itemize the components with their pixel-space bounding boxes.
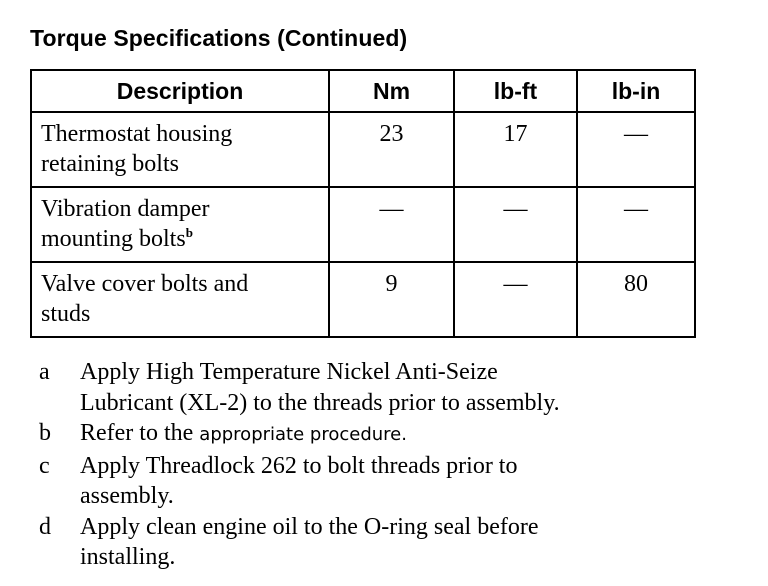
footnote-letter: d — [39, 513, 51, 540]
footnote-line — [80, 418, 680, 451]
footnote-line: Lubricant (XL-2) to the threads prior to assembly. — [80, 389, 560, 416]
column-header-lb-in: lb-in — [577, 70, 695, 112]
cell-lb-ft: 17 — [454, 112, 577, 187]
footnote-letter: c — [39, 452, 50, 479]
table-row — [31, 112, 695, 187]
footnote-line: Apply Threadlock 262 to bolt threads prior to — [80, 452, 518, 479]
description-line: Vibration damper — [41, 196, 210, 222]
cell-lb-in: — — [577, 187, 695, 262]
cell-nm: 9 — [329, 262, 454, 337]
footnote-line: assembly. — [80, 483, 174, 509]
description-line: mounting bolts — [41, 226, 186, 252]
cell-nm: 23 — [329, 112, 454, 187]
cell-lb-ft: — — [454, 187, 577, 262]
footnote-letter: a — [39, 359, 50, 385]
footnote-text — [80, 451, 680, 512]
footnote-sans-part: appropriate procedure. — [199, 424, 407, 445]
footnote-item — [39, 418, 680, 451]
footnote-marker: b — [185, 225, 193, 240]
column-header-description: Description — [31, 70, 329, 112]
row-description — [31, 112, 329, 187]
footnote-text — [80, 418, 680, 451]
table-row — [31, 262, 695, 337]
description-line: Valve cover bolts and — [41, 271, 249, 297]
row-description — [31, 262, 329, 337]
table-header-row — [31, 70, 695, 112]
footnote-line: Apply High Temperature Nickel Anti-Seize — [80, 359, 498, 385]
cell-lb-in: 80 — [577, 262, 695, 337]
footnote-item — [39, 357, 680, 418]
cell-nm: — — [329, 187, 454, 262]
column-header-lb-ft: lb-ft — [454, 70, 577, 112]
description-line: retaining bolts — [41, 151, 179, 177]
cell-lb-ft: — — [454, 262, 577, 337]
footnote-line: Apply clean engine oil to the O-ring seal before — [80, 513, 539, 540]
description-line: Thermostat housing — [41, 121, 233, 147]
table-row — [31, 187, 695, 262]
footnote-letter: b — [39, 420, 51, 446]
footnote-text — [80, 512, 680, 573]
column-header-nm: Nm — [329, 70, 454, 112]
footnotes-list — [39, 357, 680, 573]
footnote-item — [39, 512, 680, 573]
footnote-serif-part: Refer to the — [80, 420, 200, 446]
torque-spec-table — [30, 69, 696, 338]
cell-lb-in: — — [577, 112, 695, 187]
description-line: studs — [41, 301, 91, 327]
footnote-text — [80, 357, 680, 418]
page-title: Torque Specifications (Continued) — [30, 25, 408, 51]
footnote-line: installing. — [80, 544, 176, 570]
row-description — [31, 187, 329, 262]
description-line-with-footnote — [41, 224, 328, 254]
footnote-item — [39, 451, 680, 512]
